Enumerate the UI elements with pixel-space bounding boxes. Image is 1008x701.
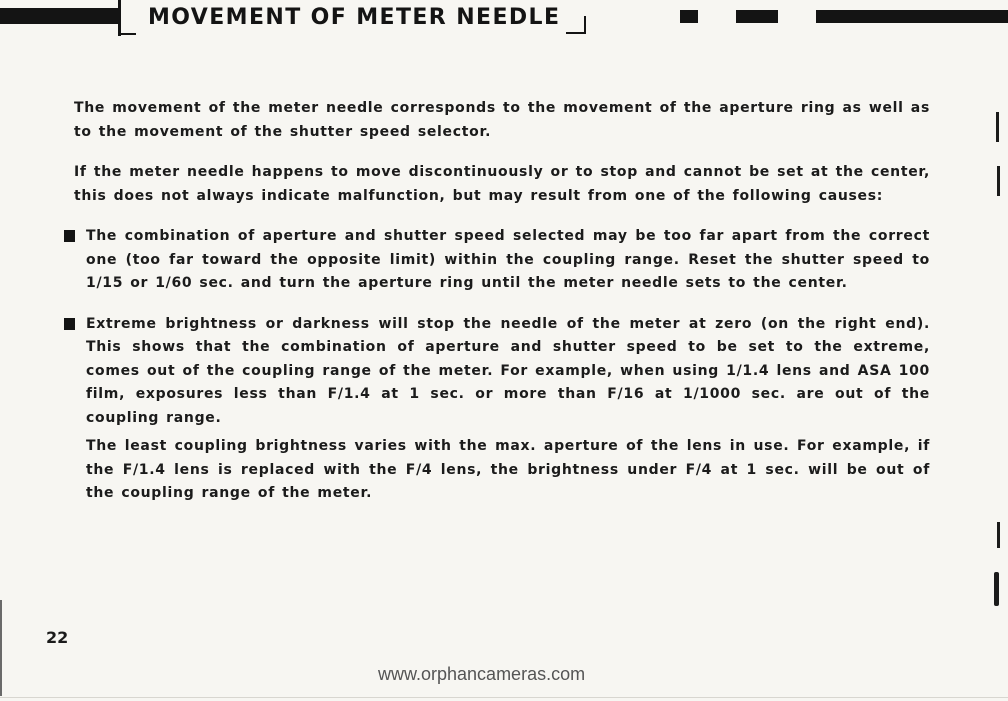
- paragraph: If the meter needle happens to move discontinuously or to stop and cannot be set at the center, this does not always indicate malfunction, but may result from one of the following causes:: [74, 164, 930, 204]
- list-item-text: The combination of aperture and shutter speed selected may be too far apart from the correct one (too far toward the opposite limit) within the coupling range. Reset the shutter speed to 1/15 or 1/60 sec. and turn the aperture ring until the meter needle sets to the center.: [86, 228, 930, 291]
- list-item: [64, 313, 930, 431]
- paragraph: The movement of the meter needle corresponds to the movement of the aperture ring as well as to the movement of the shutter speed selector.: [74, 100, 930, 140]
- bottom-edge-line: [0, 697, 1008, 698]
- bullet-square-icon: [64, 230, 75, 242]
- bullet-square-icon: [64, 318, 75, 330]
- header-bracket: [566, 16, 586, 34]
- edge-mark: [996, 112, 999, 142]
- list-item: [64, 225, 930, 296]
- header-bar-left: [0, 8, 118, 24]
- page-title: MOVEMENT OF METER NEEDLE: [148, 5, 561, 30]
- edge-mark: [994, 572, 999, 606]
- list-item-continuation: The least coupling brightness varies with the max. aperture of the lens in use. For example, if the F/1.4 lens is replaced with the F/4 lens, the brightness under F/4 at 1 sec. will be out of the coupling range of the meter.: [86, 438, 930, 501]
- page-number: 22: [46, 628, 69, 647]
- header-bar-right: [816, 10, 1008, 23]
- header-block-small: [680, 10, 698, 23]
- edge-mark: [997, 166, 1000, 196]
- watermark: www.orphancameras.com: [378, 664, 586, 684]
- list-item-text: Extreme brightness or darkness will stop the needle of the meter at zero (on the right end). This shows that the combination of aperture and shutter speed to be set to the extreme, comes out of the coupling range of the meter. For example, when using 1/1.4 lens and ASA 100 film, exposures less than F/1.4 at 1 sec. or more than F/16 at 1/1000 sec. are out of the coupling range.: [86, 315, 930, 426]
- header-tick-foot: [118, 33, 136, 35]
- edge-mark: [997, 522, 1000, 548]
- edge-mark: [0, 600, 2, 696]
- body-text: [74, 97, 930, 523]
- header-tick-mark: [118, 0, 121, 36]
- header-block-medium: [736, 10, 778, 23]
